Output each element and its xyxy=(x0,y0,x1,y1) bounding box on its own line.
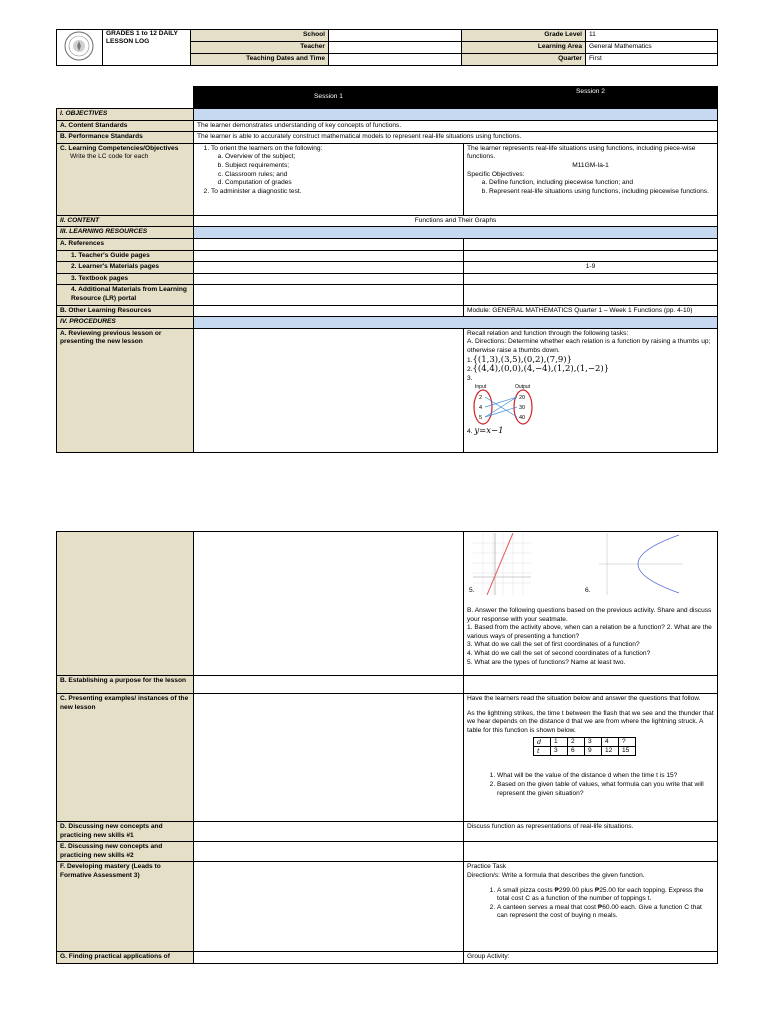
relation-item-2 xyxy=(467,365,714,375)
specific-objective: a. Define function, including piecewise function; and xyxy=(489,179,714,188)
s2-objective-text: The learner represents real-life situations using functions, including piece-wise functions. xyxy=(467,144,696,161)
practical-applications-label: G. Finding practical applications of xyxy=(57,952,194,964)
teachers-guide-s2[interactable] xyxy=(464,250,718,262)
dates-value[interactable] xyxy=(329,54,462,66)
discussing-1-s2[interactable]: Discuss function as representations of real-life situations. xyxy=(464,822,718,842)
mapping-output-value: 20 xyxy=(519,395,526,402)
mapping-output-value: 40 xyxy=(519,415,526,422)
developing-mastery-s2 xyxy=(464,862,718,952)
sub-objective: c. Classroom rules; and xyxy=(225,171,460,180)
reviewing-continued-s2 xyxy=(464,532,718,676)
establishing-purpose-s2[interactable] xyxy=(464,676,718,694)
resources-section: III. LEARNING RESOURCES xyxy=(57,227,194,239)
objective-item xyxy=(211,145,460,188)
developing-mastery-s1[interactable] xyxy=(194,862,464,952)
item-number: 1. xyxy=(467,356,473,364)
competencies-sub: Write the LC code for each xyxy=(70,153,149,161)
mapping-input-value: 4 xyxy=(479,405,483,412)
reviewing-continued-s1[interactable] xyxy=(194,532,464,676)
presenting-examples-s1[interactable] xyxy=(194,694,464,822)
relation-item-4 xyxy=(467,427,714,437)
review-question: 1. Based from the activity above, when can a relation be a function? 2. What are the various ways of presenting a function? xyxy=(467,624,712,640)
session-2-header: Session 2 xyxy=(464,87,718,109)
school-value[interactable] xyxy=(329,30,462,42)
discussing-1-s1[interactable] xyxy=(194,822,464,842)
graphs-row xyxy=(467,533,714,599)
objective-item: 2. To administer a diagnostic test. xyxy=(211,188,460,197)
content-value: Functions and Their Graphs xyxy=(194,215,718,227)
reviewing-lesson-s1[interactable] xyxy=(194,328,464,452)
mapping-arrows xyxy=(485,397,517,417)
table-cell: 9 xyxy=(585,747,602,756)
review-question: 4. What do we call the set of second coordinates of a function? xyxy=(467,649,651,657)
learners-materials-label: 2. Learner's Materials pages xyxy=(57,262,194,274)
mapping-output-value: 30 xyxy=(519,405,526,412)
school-label: School xyxy=(191,30,329,42)
header-table xyxy=(56,29,718,66)
table-header-d: d xyxy=(534,738,551,747)
lesson-table-page-1 xyxy=(56,86,718,453)
deped-seal-cell xyxy=(57,30,103,66)
references-s1[interactable] xyxy=(194,238,464,250)
quarter-label: Quarter xyxy=(462,54,586,66)
table-cell: 3 xyxy=(551,747,568,756)
mapping-input-label: Input xyxy=(475,384,487,391)
equation: y=x−1 xyxy=(474,426,504,437)
practice-directions: Direction/s: Write a formula that describes the given function. xyxy=(467,871,645,879)
graph-5-line xyxy=(487,533,513,595)
item-number: 2. xyxy=(467,366,473,374)
graph-6 xyxy=(599,533,683,595)
competencies-label-cell xyxy=(57,143,194,215)
textbook-s2[interactable] xyxy=(464,273,718,285)
situation-question: 2. Based on the given table of values, what formula can you write that will represent the given situation? xyxy=(497,781,714,798)
recall-text: Recall relation and function through the following tasks: xyxy=(467,329,629,337)
performance-standards-value: The learner is able to accurately construct mathematical models to represent real-life situations using functions. xyxy=(194,132,718,144)
establishing-purpose-label: B. Establishing a purpose for the lesson xyxy=(57,676,194,694)
content-section: II. CONTENT xyxy=(57,215,194,227)
relation-set-2: {(4,4),(0,0),(4,−4),(1,2),(1,−2)} xyxy=(472,364,610,375)
additional-materials-s2[interactable] xyxy=(464,285,718,305)
objectives-section: I. OBJECTIVES xyxy=(57,109,194,121)
session-2-objectives xyxy=(464,143,718,215)
input-oval xyxy=(474,390,492,424)
lc-code: M11GM-Ia-1 xyxy=(572,161,609,169)
practice-item: 1. A small pizza costs ₱299.00 plus ₱25.00 for each topping. Express the total cost C as a function of the number of toppings t. xyxy=(497,887,714,904)
discussing-2-s2[interactable] xyxy=(464,842,718,862)
situation-text: As the lightning strikes, the time t between the flash that we see and the thunder that we hear depends on the distance d that we are from where the lightning struck. A table for this function is shown below. xyxy=(467,709,714,734)
table-cell: 1 xyxy=(551,738,568,747)
table-cell: ? xyxy=(619,738,636,747)
grade-level-value[interactable]: 11 xyxy=(586,30,718,42)
teachers-guide-s1[interactable] xyxy=(194,250,464,262)
presenting-examples-label: C. Presenting examples/ instances of the new lesson xyxy=(57,694,194,822)
additional-materials-s1[interactable] xyxy=(194,285,464,305)
discussing-1-label: D. Discussing new concepts and practicing new skills #1 xyxy=(57,822,194,842)
directions-text: A. Directions: Determine whether each relation is a function by raising a thumbs up; otherwise raise a thumbs down. xyxy=(467,338,711,354)
review-question: 5. What are the types of functions? Name at least two. xyxy=(467,658,626,666)
objective-text: To orient the learners on the following: xyxy=(211,144,323,152)
lesson-log-title: GRADES 1 to 12 DAILY LESSON LOG xyxy=(103,30,191,66)
establishing-purpose-s1[interactable] xyxy=(194,676,464,694)
reviewing-lesson-s2 xyxy=(464,328,718,452)
specific-objective: b. Represent real-life situations using functions, including piecewise functions. xyxy=(489,188,714,197)
session-1-objectives xyxy=(194,143,464,215)
other-resources-label: B. Other Learning Resources xyxy=(57,305,194,317)
references-label: A. References xyxy=(57,238,194,250)
quarter-value[interactable]: First xyxy=(586,54,718,66)
objectives-bar xyxy=(194,109,718,121)
lesson-table-page-2 xyxy=(56,531,718,964)
learning-area-value[interactable]: General Mathematics xyxy=(586,42,718,54)
review-question: 3. What do we call the set of first coordinates of a function? xyxy=(467,641,640,649)
table-cell: 4 xyxy=(602,738,619,747)
content-standards-label: A. Content Standards xyxy=(57,120,194,132)
graph-5-number: 5. xyxy=(469,587,475,594)
table-cell: 15 xyxy=(619,747,636,756)
performance-standards-label: B. Performance Standards xyxy=(57,132,194,144)
mapping-diagram xyxy=(471,383,541,427)
table-cell: 3 xyxy=(585,738,602,747)
references-s2[interactable] xyxy=(464,238,718,250)
other-resources-s2[interactable]: Module: GENERAL MATHEMATICS Quarter 1 – Week 1 Functions (pp. 4-10) xyxy=(464,305,718,317)
answer-directions: B. Answer the following questions based on the previous activity. Share and discuss your response with your seatmate. xyxy=(467,607,712,623)
deped-seal-icon xyxy=(57,30,101,62)
dates-label: Teaching Dates and Time xyxy=(191,54,329,66)
table-cell: 6 xyxy=(568,747,585,756)
procedures-section: IV. PROCEDURES xyxy=(57,317,194,329)
developing-mastery-label: F. Developing mastery (Leads to Formative Assessment 3) xyxy=(57,862,194,952)
table-cell: 2 xyxy=(568,738,585,747)
relation-set-1: {(1,3),(3,5),(0,2),(7,9)} xyxy=(472,354,573,365)
teacher-label: Teacher xyxy=(191,42,329,54)
sub-objective: a. Overview of the subject; xyxy=(225,153,460,162)
specific-objectives-label: Specific Objectives: xyxy=(467,170,525,178)
teacher-value[interactable] xyxy=(329,42,462,54)
graph-6-number: 6. xyxy=(585,587,591,594)
learning-area-label: Learning Area xyxy=(462,42,586,54)
learners-materials-s2[interactable]: 1-9 xyxy=(464,262,718,274)
reviewing-continued-label xyxy=(57,532,194,676)
values-table xyxy=(533,737,636,756)
table-header-t: t xyxy=(534,747,551,756)
textbook-s1[interactable] xyxy=(194,273,464,285)
reviewing-lesson-label: A. Reviewing previous lesson or presenting the new lesson xyxy=(57,328,194,452)
grade-level-label: Grade Level xyxy=(462,30,586,42)
content-standards-value: The learner demonstrates understanding of key concepts of functions. xyxy=(194,120,718,132)
mapping-input-value: 5 xyxy=(479,415,483,422)
item-number: 4. xyxy=(467,428,473,436)
practical-applications-s2[interactable]: Group Activity: xyxy=(464,952,718,964)
situation-question: 1. What will be the value of the distance d when the time t is 15? xyxy=(497,772,714,781)
additional-materials-label: 4. Additional Materials from Learning Resource (LR) portal xyxy=(57,285,194,305)
discussing-2-s1[interactable] xyxy=(194,842,464,862)
teachers-guide-label: 1. Teacher's Guide pages xyxy=(57,250,194,262)
practice-item: 2. A canteen serves a meal that cost ₱60.00 each. Give a function C that can represent the cost of buying n meals. xyxy=(497,904,714,921)
discussing-2-label: E. Discussing new concepts and practicing new skills #2 xyxy=(57,842,194,862)
relation-item-3: 3. xyxy=(467,374,473,382)
resources-bar xyxy=(194,227,718,239)
procedures-bar xyxy=(194,317,718,329)
competencies-label: C. Learning Competencies/Objectives xyxy=(60,144,179,152)
textbook-label: 3. Textbook pages xyxy=(57,273,194,285)
sub-objective: d. Computation of grades xyxy=(225,179,460,188)
situation-intro: Have the learners read the situation below and answer the questions that follow. xyxy=(467,695,701,702)
session-1-header: Session 1 xyxy=(194,87,464,109)
sub-objective: b. Subject requirements; xyxy=(225,162,460,171)
mapping-output-label: Output xyxy=(515,384,531,391)
learners-materials-s1[interactable] xyxy=(194,262,464,274)
other-resources-s1[interactable] xyxy=(194,305,464,317)
mapping-input-value: 2 xyxy=(479,395,483,402)
practice-task-title: Practice Task xyxy=(467,863,507,871)
table-cell: 12 xyxy=(602,747,619,756)
graph-5 xyxy=(473,533,531,595)
presenting-examples-s2 xyxy=(464,694,718,822)
practical-applications-s1[interactable] xyxy=(194,952,464,964)
